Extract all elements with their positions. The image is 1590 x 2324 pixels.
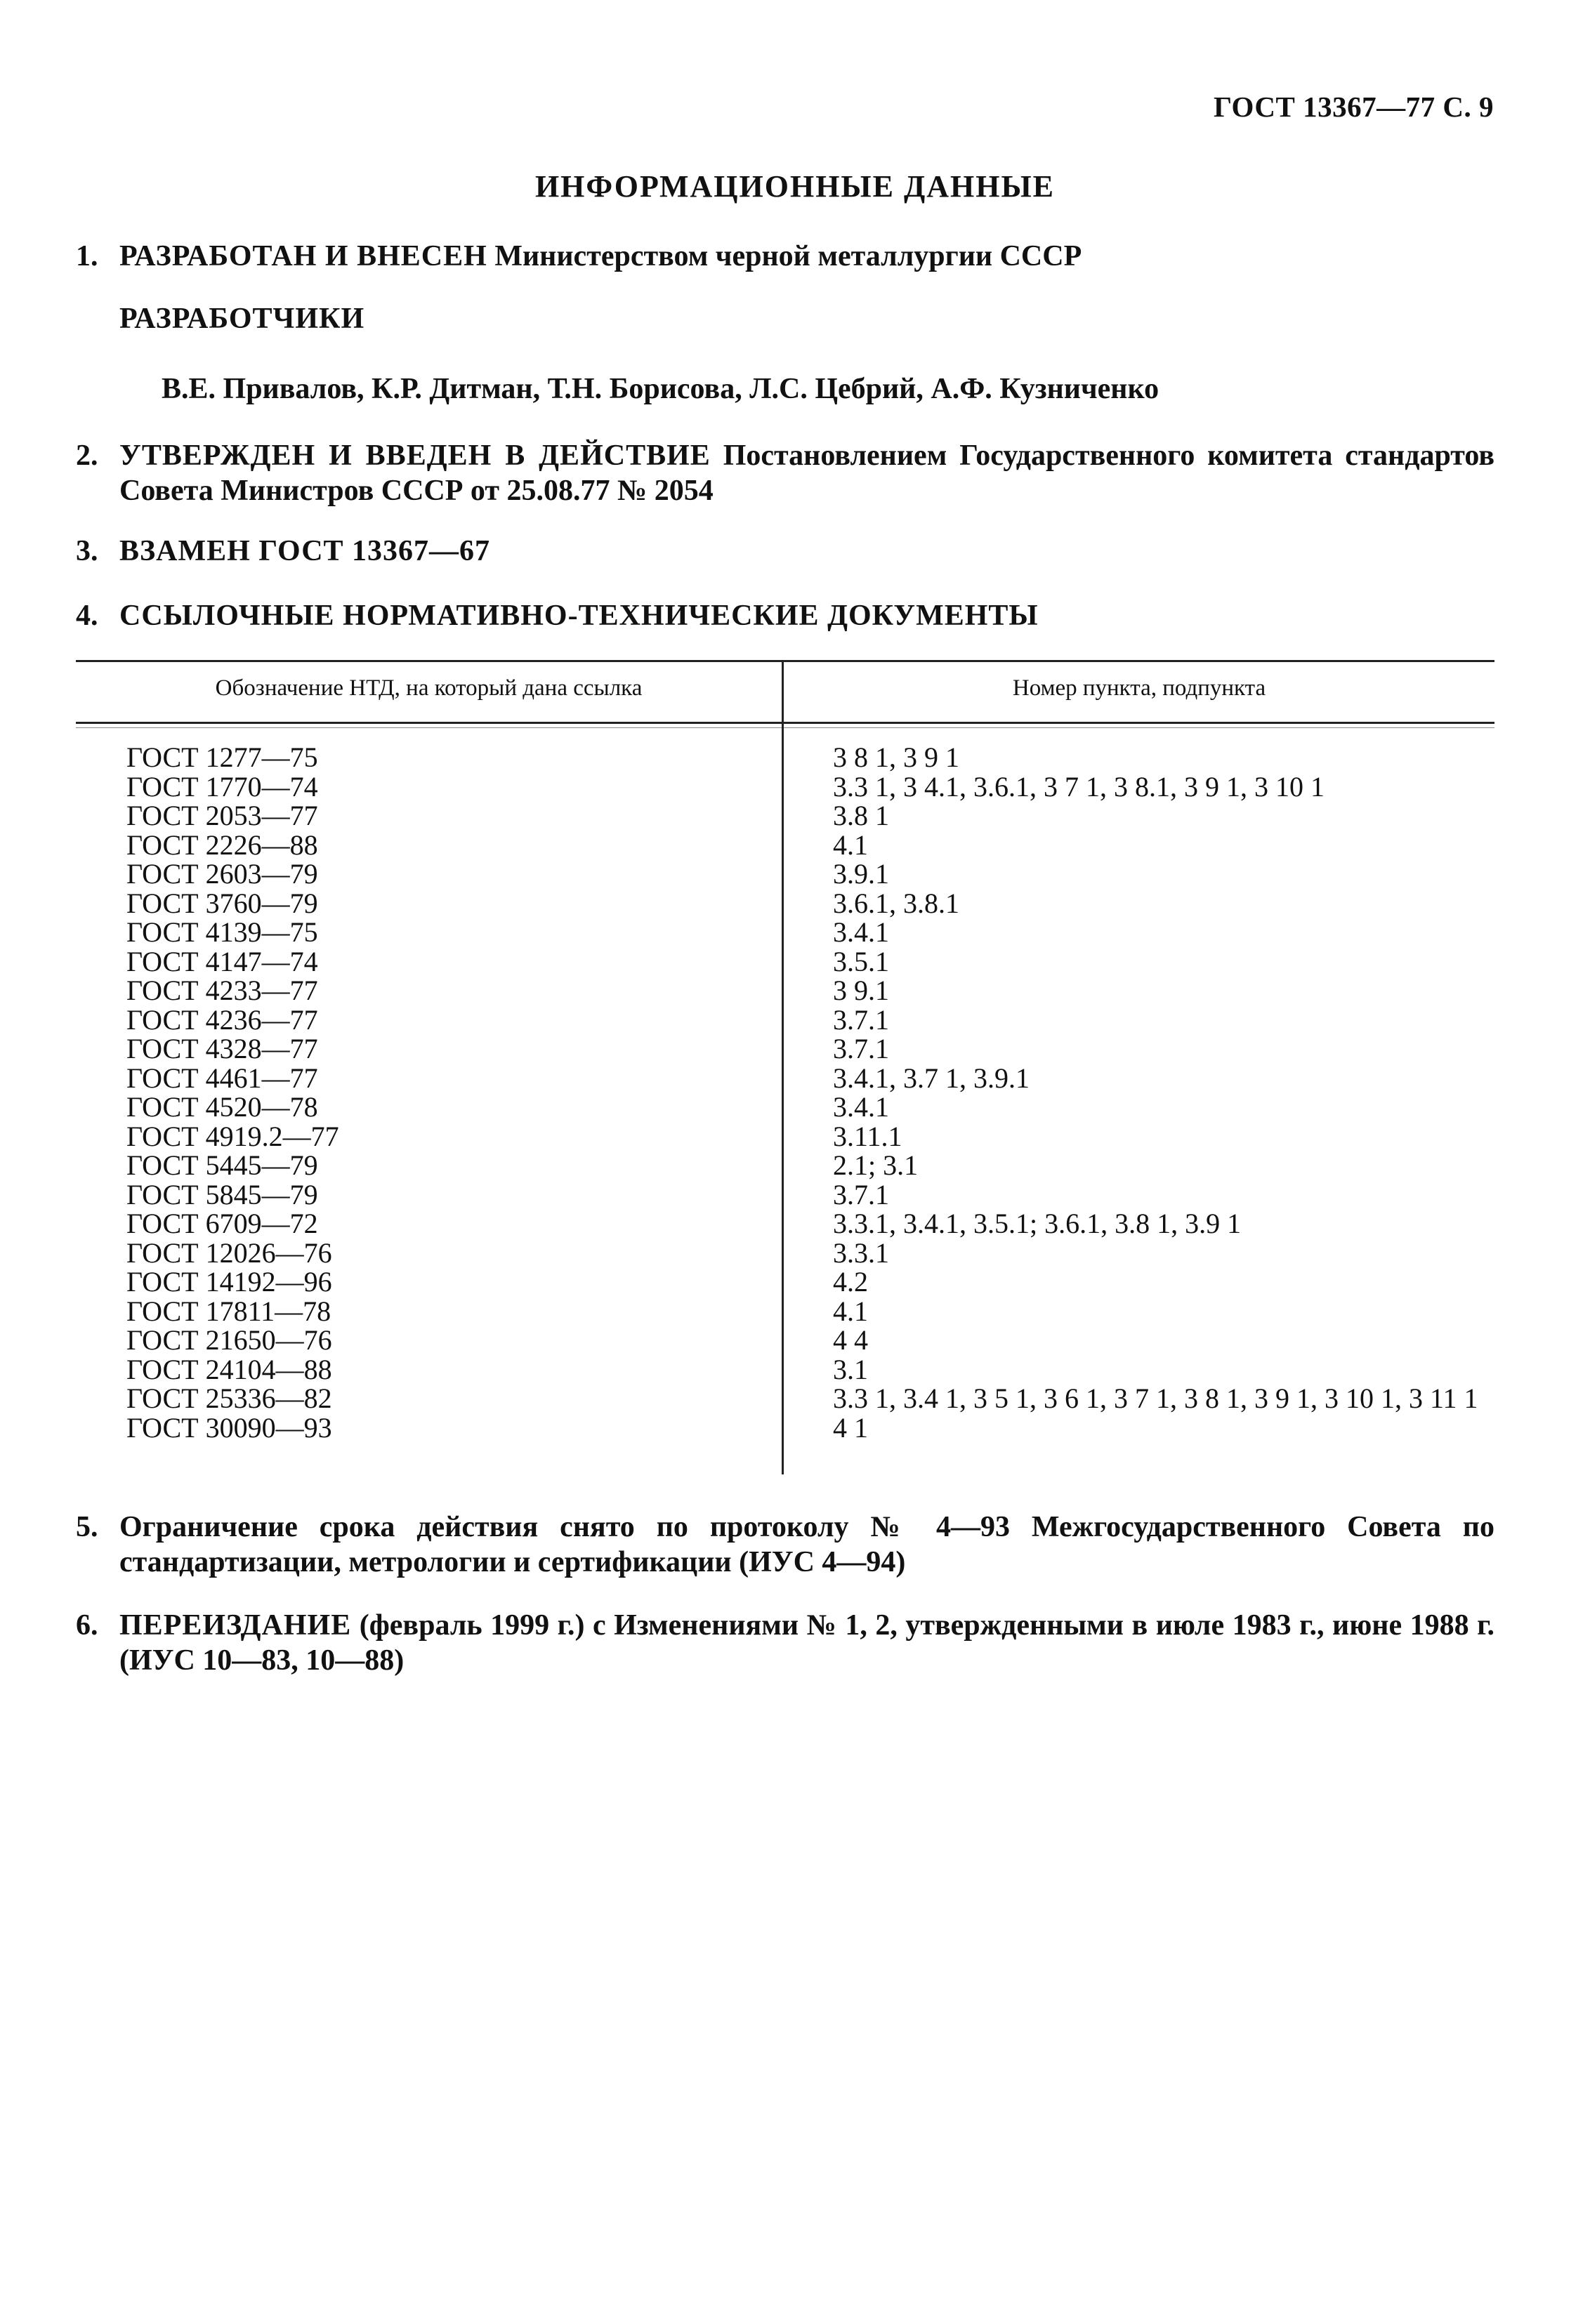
item-number: 3. <box>76 535 98 567</box>
reference-clauses: 3.4.1 <box>833 1091 889 1123</box>
reference-clauses: 3.7.1 <box>833 1033 889 1064</box>
table-row <box>76 772 1494 802</box>
table-top-rule <box>76 660 1494 662</box>
reference-document: ГОСТ 17811—78 <box>126 1295 331 1327</box>
table-row <box>76 859 1494 889</box>
table-row <box>76 1413 1494 1443</box>
page-header: ГОСТ 13367—77 С. 9 <box>1213 91 1494 123</box>
developers-names: В.Е. Привалов, К.Р. Дитман, Т.Н. Борисова, Л.С. Цебрий, А.Ф. Кузниченко <box>162 373 1159 405</box>
item-number: 4. <box>76 600 98 632</box>
reference-document: ГОСТ 12026—76 <box>126 1236 332 1269</box>
reference-document: ГОСТ 21650—76 <box>126 1324 332 1356</box>
item-number: 1. <box>76 240 98 272</box>
item-body <box>119 239 1494 274</box>
reference-document: ГОСТ 5845—79 <box>126 1178 318 1210</box>
reference-document: ГОСТ 2226—88 <box>126 828 318 861</box>
reference-document: ГОСТ 4461—77 <box>126 1062 318 1094</box>
developers-heading: РАЗРАБОТЧИКИ <box>119 303 365 335</box>
table-row <box>76 1355 1494 1385</box>
reference-clauses: 4.2 <box>833 1266 868 1298</box>
reference-document: ГОСТ 6709—72 <box>126 1208 318 1239</box>
table-row <box>76 828 1494 861</box>
reference-document: ГОСТ 4139—75 <box>126 916 318 948</box>
item-heading: ВЗАМЕН ГОСТ 13367—67 <box>119 535 491 567</box>
reference-document: ГОСТ 3760—79 <box>126 887 318 919</box>
item-body <box>119 438 1494 508</box>
table-row <box>76 889 1494 918</box>
item-heading: УТВЕРЖДЕН И ВВЕДЕН В ДЕЙСТВИЕ <box>119 440 711 472</box>
reference-document: ГОСТ 4520—78 <box>126 1091 318 1123</box>
table-row <box>76 1236 1494 1269</box>
reference-document: ГОСТ 2603—79 <box>126 858 318 890</box>
item-number: 5. <box>76 1511 98 1543</box>
reference-clauses: 3 8 1, 3 9 1 <box>833 741 959 773</box>
item-heading: ПЕРЕИЗДАНИЕ <box>119 1609 352 1642</box>
reference-document: ГОСТ 5445—79 <box>126 1149 318 1181</box>
reference-document: ГОСТ 25336—82 <box>126 1382 332 1414</box>
item-heading: ССЫЛОЧНЫЕ НОРМАТИВНО-ТЕХНИЧЕСКИЕ ДОКУМЕНТЫ <box>119 600 1039 632</box>
table-row <box>76 1122 1494 1151</box>
reference-clauses: 3.6.1, 3.8.1 <box>833 887 959 919</box>
table-row <box>76 743 1494 772</box>
reference-document: ГОСТ 30090—93 <box>126 1411 332 1444</box>
reference-document: ГОСТ 4919.2—77 <box>126 1120 339 1152</box>
reference-clauses: 3.3.1 <box>833 1236 889 1269</box>
table-row <box>76 1180 1494 1210</box>
item-text: Постановлением Государственного комитета стандартов Совета Министров СССР от 25.08.77 № 2054 <box>119 440 1494 507</box>
reference-clauses: 4 1 <box>833 1411 868 1444</box>
item-text: Министерством черной металлургии СССР <box>494 240 1082 272</box>
reference-document: ГОСТ 4233—77 <box>126 975 318 1006</box>
reference-document: ГОСТ 24104—88 <box>126 1353 332 1385</box>
reference-clauses: 4.1 <box>833 828 868 861</box>
reference-document: ГОСТ 1277—75 <box>126 741 318 773</box>
reference-document: ГОСТ 4328—77 <box>126 1033 318 1064</box>
item-text: Ограничение срока действия снято по протоколу № 4—93 Межгосударственного Совета по стандартизации, метрологии и сертификации (ИУС 4—94) <box>119 1511 1494 1578</box>
reference-clauses: 3.1 <box>833 1353 868 1385</box>
reference-clauses: 3.9.1 <box>833 858 889 890</box>
reference-clauses: 2.1; 3.1 <box>833 1149 919 1181</box>
table-row <box>76 1092 1494 1122</box>
item-body <box>119 1608 1494 1678</box>
reference-clauses: 3.7.1 <box>833 1003 889 1036</box>
table-row <box>76 1297 1494 1326</box>
item-text: (февраль 1999 г.) с Изменениями № 1, 2, утвержденными в июле 1983 г., июне 1988 г. (ИУС 10—83, 10—88) <box>119 1609 1494 1677</box>
references-table <box>76 660 1494 1474</box>
reference-clauses: 3.3 1, 3.4 1, 3 5 1, 3 6 1, 3 7 1, 3 8 1, 3 9 1, 3 10 1, 3 11 1 <box>833 1382 1478 1414</box>
item-body <box>119 598 1494 633</box>
reference-document: ГОСТ 2053—77 <box>126 800 318 831</box>
table-body <box>76 743 1494 1442</box>
table-row <box>76 1064 1494 1093</box>
reference-clauses: 3.11.1 <box>833 1120 902 1152</box>
table-row <box>76 947 1494 977</box>
table-header-rule-thin <box>76 727 1494 728</box>
reference-document: ГОСТ 1770—74 <box>126 770 318 803</box>
table-row <box>76 1005 1494 1035</box>
table-header-document: Обозначение НТД, на который дана ссылка <box>215 675 643 701</box>
reference-clauses: 3.4.1 <box>833 916 889 948</box>
table-row <box>76 1326 1494 1355</box>
reference-clauses: 4 4 <box>833 1324 868 1356</box>
reference-clauses: 3 9.1 <box>833 975 889 1006</box>
reference-clauses: 3.5.1 <box>833 945 889 977</box>
reference-document: ГОСТ 4236—77 <box>126 1003 318 1036</box>
table-row <box>76 1384 1494 1413</box>
table-header-clause: Номер пункта, подпункта <box>1012 675 1266 701</box>
table-row <box>76 801 1494 831</box>
reference-document: ГОСТ 14192—96 <box>126 1266 332 1298</box>
item-heading: РАЗРАБОТАН И ВНЕСЕН <box>119 240 487 272</box>
table-row <box>76 976 1494 1005</box>
table-header-rule <box>76 722 1494 724</box>
reference-clauses: 3.8 1 <box>833 800 889 831</box>
table-row <box>76 1209 1494 1239</box>
table-row <box>76 1151 1494 1180</box>
table-row <box>76 1267 1494 1297</box>
table-row <box>76 1034 1494 1064</box>
item-number: 6. <box>76 1609 98 1642</box>
reference-clauses: 3.3 1, 3 4.1, 3.6.1, 3 7 1, 3 8.1, 3 9 1, 3 10 1 <box>833 770 1325 803</box>
reference-clauses: 3.4.1, 3.7 1, 3.9.1 <box>833 1062 1030 1094</box>
table-row <box>76 918 1494 947</box>
item-number: 2. <box>76 440 98 472</box>
reference-document: ГОСТ 4147—74 <box>126 945 318 977</box>
item-body <box>119 1510 1494 1580</box>
reference-clauses: 3.7.1 <box>833 1178 889 1210</box>
document-title: ИНФОРМАЦИОННЫЕ ДАННЫЕ <box>534 169 1056 204</box>
reference-clauses: 4.1 <box>833 1295 868 1327</box>
item-body <box>119 534 1494 569</box>
reference-clauses: 3.3.1, 3.4.1, 3.5.1; 3.6.1, 3.8 1, 3.9 1 <box>833 1208 1242 1239</box>
